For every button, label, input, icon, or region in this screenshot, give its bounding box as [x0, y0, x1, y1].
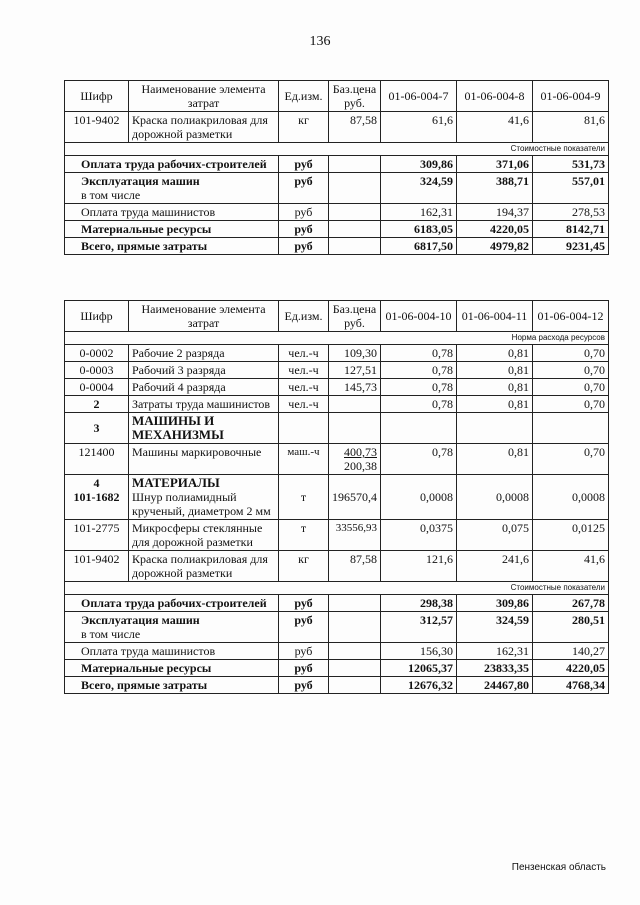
material-value: 0,0008	[420, 490, 453, 504]
cell-name: Оплата труда машинистов	[65, 643, 279, 660]
cell-code: 0-0004	[65, 379, 129, 396]
cell-unit: руб	[279, 660, 329, 677]
region-footer: Пензенская область	[511, 862, 606, 873]
cost-band-label: Стоимостные показатели	[65, 143, 609, 156]
price-primary: 400,73	[344, 445, 377, 459]
cell-unit: чел.-ч	[279, 362, 329, 379]
table-row	[65, 173, 609, 204]
cell-name: Материальные ресурсы	[65, 660, 279, 677]
cell-value: 4768,34	[533, 677, 609, 694]
norm-band-label: Норма расхода ресурсов	[65, 332, 609, 345]
header-col: 01-06-004-9	[533, 81, 609, 112]
cell-value: 121,6	[381, 551, 457, 582]
cell-value: 324,59	[457, 612, 533, 643]
table-row	[65, 595, 609, 612]
cell-price: 127,51	[329, 362, 381, 379]
cell-value: 280,51	[533, 612, 609, 643]
table-row	[65, 221, 609, 238]
header-name: Наименование элемента затрат	[129, 301, 279, 332]
estimate-table-2	[64, 300, 609, 694]
table-row	[65, 362, 609, 379]
cell-code: 2	[65, 396, 129, 413]
cell-value: 194,37	[457, 204, 533, 221]
cell-value: 0,70	[533, 396, 609, 413]
cell-value: 0,81	[457, 362, 533, 379]
cell-value: 309,86	[381, 156, 457, 173]
band-row	[65, 143, 609, 156]
cell-value: 81,6	[533, 112, 609, 143]
cell-unit: руб	[279, 238, 329, 255]
cost-band-label: Стоимостные показатели	[65, 582, 609, 595]
table-row	[65, 643, 609, 660]
cell-unit: т	[279, 520, 329, 551]
cell-price	[329, 475, 381, 520]
header-col: 01-06-004-7	[381, 81, 457, 112]
cell-value: 9231,45	[533, 238, 609, 255]
material-name: Шнур полиамидный крученый, диаметром 2 мм	[132, 490, 271, 518]
header-price: Баз.цена руб.	[329, 301, 381, 332]
cell-value: 41,6	[533, 551, 609, 582]
cell-name	[129, 475, 279, 520]
cell-value	[381, 475, 457, 520]
cell-value: 0,78	[381, 345, 457, 362]
cell-value: 0,78	[381, 379, 457, 396]
table-row	[65, 660, 609, 677]
band-row	[65, 582, 609, 595]
header-col: 01-06-004-10	[381, 301, 457, 332]
cost-note: в том числе	[81, 188, 141, 202]
cell-code: 0-0002	[65, 345, 129, 362]
cell-value: 0,70	[533, 379, 609, 396]
cell-value: 267,78	[533, 595, 609, 612]
price-secondary: 200,38	[344, 459, 377, 473]
cell-value: 0,78	[381, 362, 457, 379]
cell-value: 531,73	[533, 156, 609, 173]
cell-name: Всего, прямые затраты	[65, 677, 279, 694]
cell-value: 278,53	[533, 204, 609, 221]
table-row	[65, 112, 609, 143]
cell-value: 140,27	[533, 643, 609, 660]
cell-price: 87,58	[329, 112, 381, 143]
cell-name: Машины маркировочные	[129, 444, 279, 475]
table-row	[65, 677, 609, 694]
cell-price: 87,58	[329, 551, 381, 582]
cell-name: Краска полиакриловая для дорожной разметки	[129, 551, 279, 582]
cell-code: 101-9402	[65, 551, 129, 582]
cell-value	[533, 475, 609, 520]
cell-name: Оплата труда рабочих-строителей	[65, 156, 279, 173]
header-col: 01-06-004-11	[457, 301, 533, 332]
table-header-row	[65, 81, 609, 112]
table-row	[65, 520, 609, 551]
cell-unit: руб	[279, 612, 329, 643]
section-title: МАШИНЫ И МЕХАНИЗМЫ	[129, 413, 279, 444]
header-unit: Ед.изм.	[279, 301, 329, 332]
cell-value: 12065,37	[381, 660, 457, 677]
cell-value	[457, 475, 533, 520]
cell-value: 162,31	[457, 643, 533, 660]
cell-name: Всего, прямые затраты	[65, 238, 279, 255]
cell-value: 23833,35	[457, 660, 533, 677]
cost-note: в том числе	[81, 627, 141, 641]
cell-name: Краска полиакриловая для дорожной разметки	[129, 112, 279, 143]
cell-unit: руб	[279, 643, 329, 660]
band-row	[65, 332, 609, 345]
cell-value: 0,81	[457, 444, 533, 475]
cell-name	[65, 173, 279, 204]
cell-name: Рабочий 4 разряда	[129, 379, 279, 396]
cell-code: 121400	[65, 444, 129, 475]
cell-value: 162,31	[381, 204, 457, 221]
section-row	[65, 475, 609, 520]
material-value: 0,0008	[496, 490, 529, 504]
cell-name: Оплата труда рабочих-строителей	[65, 595, 279, 612]
cell-price: 33556,93	[329, 520, 381, 551]
table-row	[65, 379, 609, 396]
cell-value: 0,78	[381, 396, 457, 413]
cell-unit: руб	[279, 595, 329, 612]
table-row	[65, 396, 609, 413]
cell-value: 0,81	[457, 396, 533, 413]
header-unit: Ед.изм.	[279, 81, 329, 112]
cell-unit: маш.-ч	[279, 444, 329, 475]
cell-value: 309,86	[457, 595, 533, 612]
cell-value: 0,70	[533, 444, 609, 475]
cell-name	[65, 612, 279, 643]
table-row	[65, 238, 609, 255]
header-code: Шифр	[65, 81, 129, 112]
cell-name: Материальные ресурсы	[65, 221, 279, 238]
cell-value: 12676,32	[381, 677, 457, 694]
cost-name: Эксплуатация машин	[81, 174, 200, 188]
cell-code: 101-9402	[65, 112, 129, 143]
section-row	[65, 413, 609, 444]
table-row	[65, 551, 609, 582]
material-unit: т	[300, 490, 307, 504]
cell-value: 0,0375	[381, 520, 457, 551]
cell-code: 101-2775	[65, 520, 129, 551]
estimate-table-1	[64, 80, 609, 255]
header-col: 01-06-004-8	[457, 81, 533, 112]
table-row	[65, 345, 609, 362]
cell-value: 8142,71	[533, 221, 609, 238]
cell-value: 0,81	[457, 379, 533, 396]
cost-name: Эксплуатация машин	[81, 613, 200, 627]
section-code: 4	[93, 476, 100, 490]
cell-value: 0,78	[381, 444, 457, 475]
cell-price: 109,30	[329, 345, 381, 362]
table-row	[65, 444, 609, 475]
cell-value: 241,6	[457, 551, 533, 582]
cell-code: 0-0003	[65, 362, 129, 379]
cell-value: 388,71	[457, 173, 533, 204]
cell-code	[65, 475, 129, 520]
cell-value: 312,57	[381, 612, 457, 643]
cell-unit: кг	[279, 551, 329, 582]
cell-value: 298,38	[381, 595, 457, 612]
cell-unit: руб	[279, 221, 329, 238]
cell-code: 101-1682	[73, 490, 120, 504]
cell-unit: чел.-ч	[279, 345, 329, 362]
cell-unit: чел.-ч	[279, 379, 329, 396]
cell-name: Микросферы стеклянные для дорожной разметки	[129, 520, 279, 551]
header-col: 01-06-004-12	[533, 301, 609, 332]
cell-name: Рабочие 2 разряда	[129, 345, 279, 362]
cell-name: Оплата труда машинистов	[65, 204, 279, 221]
table-row	[65, 612, 609, 643]
cell-unit: чел.-ч	[279, 396, 329, 413]
header-price: Баз.цена руб.	[329, 81, 381, 112]
cell-unit: руб	[279, 173, 329, 204]
table-row	[65, 204, 609, 221]
cell-unit: руб	[279, 677, 329, 694]
cell-value: 0,70	[533, 362, 609, 379]
cell-unit: руб	[279, 204, 329, 221]
cell-value: 24467,80	[457, 677, 533, 694]
cell-value: 4979,82	[457, 238, 533, 255]
header-code: Шифр	[65, 301, 129, 332]
cell-value: 324,59	[381, 173, 457, 204]
material-price: 196570,4	[332, 490, 377, 504]
cell-price	[329, 444, 381, 475]
cell-value: 371,06	[457, 156, 533, 173]
cell-value: 61,6	[381, 112, 457, 143]
cell-value: 156,30	[381, 643, 457, 660]
cell-value: 557,01	[533, 173, 609, 204]
material-value: 0,0008	[572, 490, 605, 504]
cell-code: 3	[65, 413, 129, 444]
cell-unit	[279, 475, 329, 520]
page-number: 136	[309, 34, 331, 49]
cell-value: 0,81	[457, 345, 533, 362]
table-row	[65, 156, 609, 173]
header-name: Наименование элемента затрат	[129, 81, 279, 112]
cell-value: 41,6	[457, 112, 533, 143]
table-header-row	[65, 301, 609, 332]
cell-unit: кг	[279, 112, 329, 143]
cell-value: 6183,05	[381, 221, 457, 238]
cell-name: Рабочий 3 разряда	[129, 362, 279, 379]
cell-value: 0,0125	[533, 520, 609, 551]
cell-value: 0,075	[457, 520, 533, 551]
cell-name: Затраты труда машинистов	[129, 396, 279, 413]
cell-price: 145,73	[329, 379, 381, 396]
cell-unit: руб	[279, 156, 329, 173]
section-title: МАТЕРИАЛЫ	[132, 475, 220, 490]
cell-value: 4220,05	[533, 660, 609, 677]
cell-value: 6817,50	[381, 238, 457, 255]
cell-value: 4220,05	[457, 221, 533, 238]
cell-value: 0,70	[533, 345, 609, 362]
